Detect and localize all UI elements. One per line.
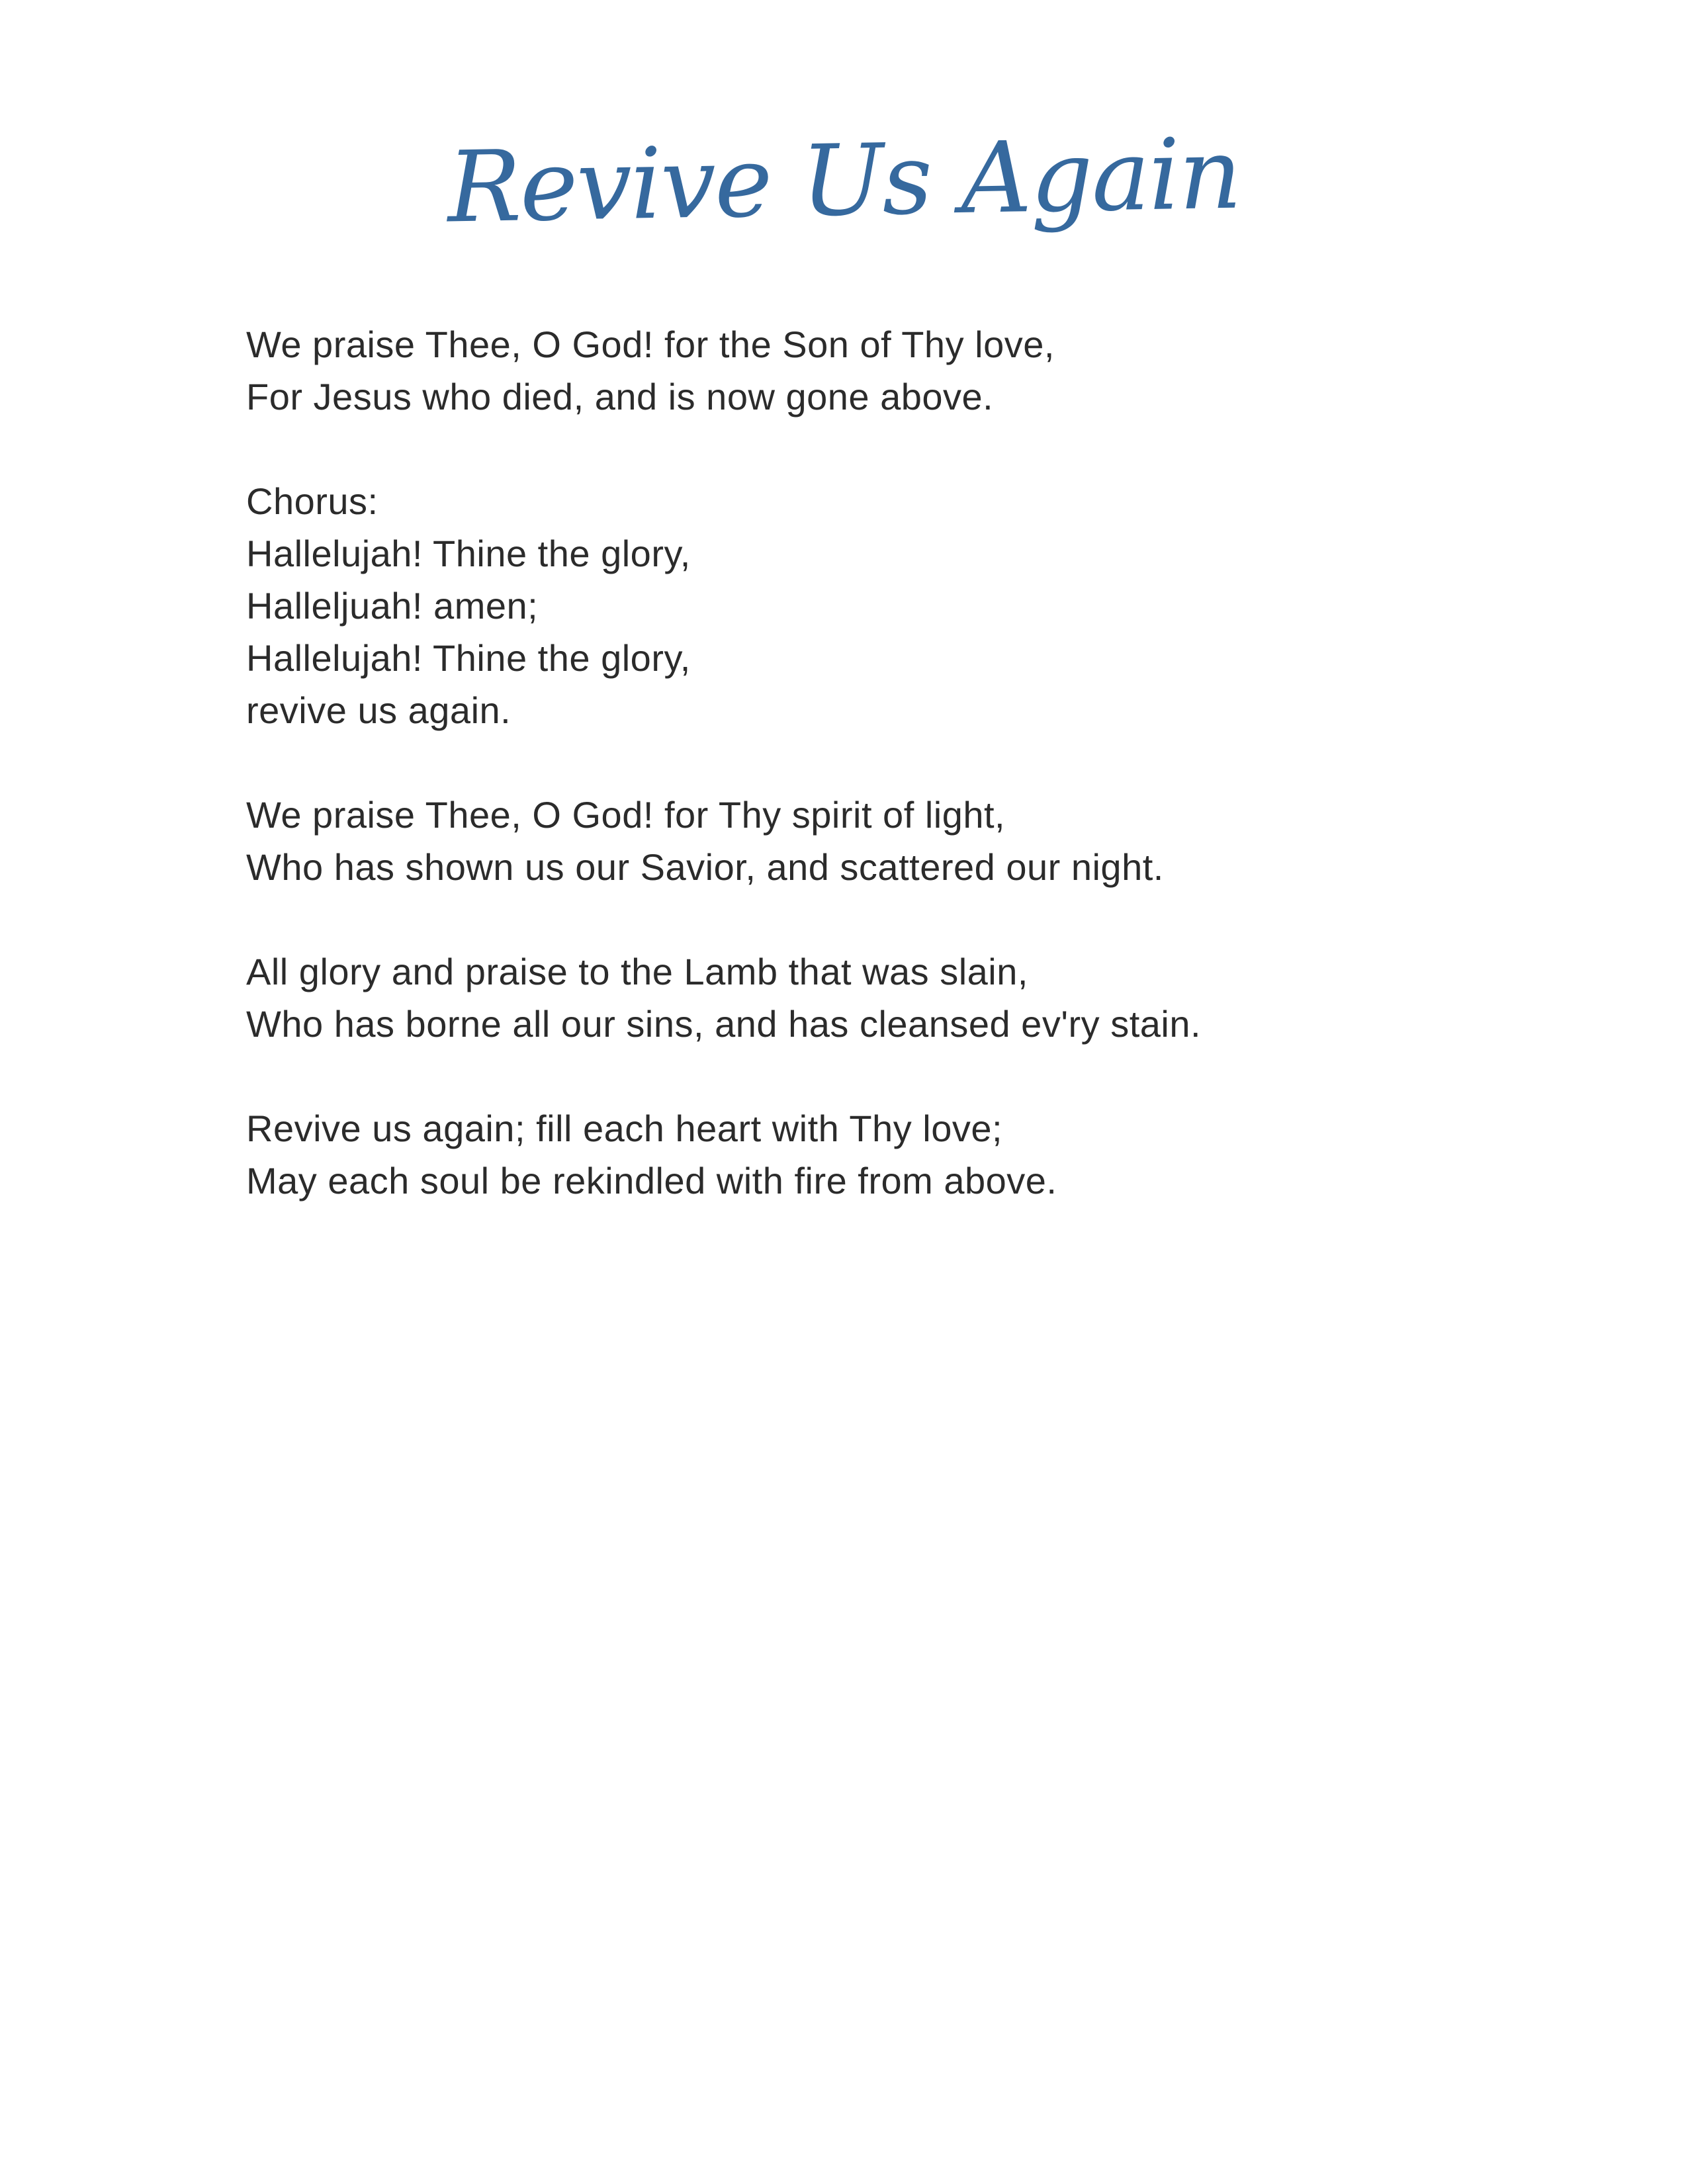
lyric-line: May each soul be rekindled with fire from above. bbox=[246, 1159, 1057, 1201]
lyric-line: Who has borne all our sins, and has cleansed ev'ry stain. bbox=[246, 1002, 1202, 1045]
lyric-line: We praise Thee, O God! for the Son of Thy love, bbox=[246, 323, 1055, 365]
lyric-line: All glory and praise to the Lamb that was slain, bbox=[246, 950, 1028, 992]
lyric-line: We praise Thee, O God! for Thy spirit of light, bbox=[246, 793, 1006, 836]
verse-3 bbox=[246, 945, 1688, 1050]
song-title: Revive Us Again bbox=[446, 116, 1242, 245]
verse-2 bbox=[246, 789, 1688, 893]
lyric-line: revive us again. bbox=[246, 689, 511, 731]
lyric-line: Revive us again; fill each heart with Thy love; bbox=[246, 1107, 1003, 1149]
verse-4 bbox=[246, 1102, 1688, 1207]
lyric-line: Hallelujah! Thine the glory, bbox=[246, 636, 691, 679]
chorus bbox=[246, 475, 1688, 736]
chorus-label: Chorus: bbox=[246, 480, 378, 522]
lyric-line: Who has shown us our Savior, and scattered our night. bbox=[246, 846, 1164, 888]
verse-1 bbox=[246, 318, 1688, 423]
lyrics-body bbox=[246, 318, 1688, 1207]
lyric-line: For Jesus who died, and is now gone above. bbox=[246, 375, 994, 417]
lyric-line: Hallelujah! Thine the glory, bbox=[246, 532, 691, 574]
lyric-line: Halleljuah! amen; bbox=[246, 584, 539, 627]
